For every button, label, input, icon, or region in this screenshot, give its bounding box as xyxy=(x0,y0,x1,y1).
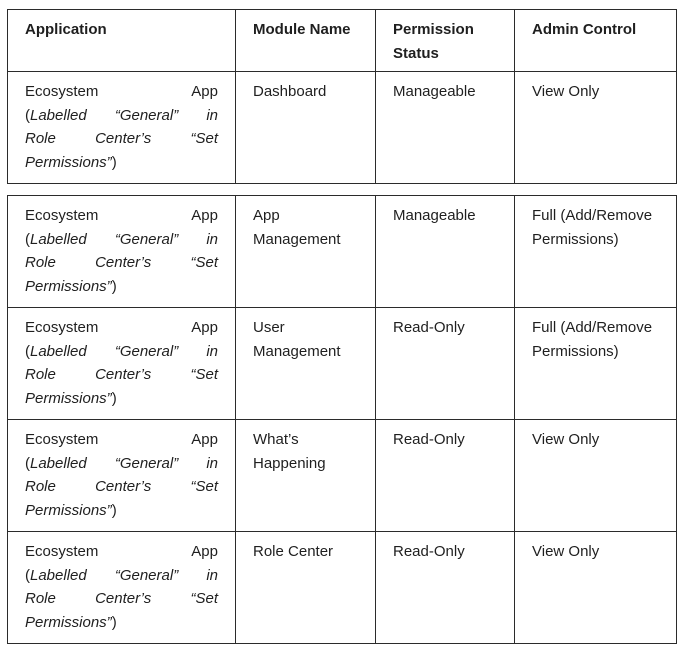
paren-open: ( xyxy=(25,454,30,472)
header-module-name: Module Name xyxy=(236,10,376,72)
app-note-line1: Labelled “General” in xyxy=(30,454,218,472)
app-suffix: App xyxy=(191,319,218,336)
app-name: Ecosystem xyxy=(25,207,99,224)
app-note-line2: Role Center’s “Set xyxy=(25,590,218,607)
paren-open: ( xyxy=(25,342,30,360)
app-note-line1: Labelled “General” in xyxy=(30,342,218,360)
app-name: Ecosystem xyxy=(25,319,99,336)
permission-status-cell: Read-Only xyxy=(376,308,515,420)
paren-close: ) xyxy=(111,153,117,171)
app-note-line3: Permissions” xyxy=(25,389,112,407)
app-suffix: App xyxy=(191,431,218,448)
paren-close: ) xyxy=(111,501,117,519)
app-suffix: App xyxy=(191,83,218,100)
app-name: Ecosystem xyxy=(25,83,99,100)
table-header-row xyxy=(8,10,677,72)
module-name-cell: User Management xyxy=(236,308,376,420)
application-cell xyxy=(8,196,236,308)
module-name-cell: Dashboard xyxy=(236,72,376,184)
table-row xyxy=(8,72,677,184)
module-name-cell: Role Center xyxy=(236,532,376,644)
application-cell xyxy=(8,532,236,644)
permission-status-cell: Read-Only xyxy=(376,532,515,644)
application-cell xyxy=(8,308,236,420)
admin-control-cell: View Only xyxy=(515,532,677,644)
app-note-line3: Permissions” xyxy=(25,153,112,171)
admin-control-cell: Full (Add/Remove Permissions) xyxy=(515,308,677,420)
app-suffix: App xyxy=(191,543,218,560)
app-suffix: App xyxy=(191,207,218,224)
permissions-table-continued xyxy=(7,195,677,644)
paren-close: ) xyxy=(111,389,117,407)
table-row xyxy=(8,308,677,420)
application-cell xyxy=(8,420,236,532)
app-note-line2: Role Center’s “Set xyxy=(25,366,218,383)
header-application: Application xyxy=(8,10,236,72)
paren-open: ( xyxy=(25,566,30,584)
permissions-table-header-section xyxy=(7,9,677,184)
table-row xyxy=(8,196,677,308)
module-name-cell: What’s Happening xyxy=(236,420,376,532)
paren-open: ( xyxy=(25,230,30,248)
paren-close: ) xyxy=(111,277,117,295)
header-admin-control: Admin Control xyxy=(515,10,677,72)
paren-close: ) xyxy=(111,613,117,631)
app-note-line2: Role Center’s “Set xyxy=(25,130,218,147)
app-name: Ecosystem xyxy=(25,543,99,560)
app-name: Ecosystem xyxy=(25,431,99,448)
paren-open: ( xyxy=(25,106,30,124)
app-note-line1: Labelled “General” in xyxy=(30,106,218,124)
table-row xyxy=(8,420,677,532)
admin-control-cell: View Only xyxy=(515,72,677,184)
module-name-cell: App Management xyxy=(236,196,376,308)
permission-status-cell: Read-Only xyxy=(376,420,515,532)
app-note-line3: Permissions” xyxy=(25,277,112,295)
app-note-line2: Role Center’s “Set xyxy=(25,254,218,271)
permission-status-cell: Manageable xyxy=(376,72,515,184)
app-note-line3: Permissions” xyxy=(25,501,112,519)
app-note-line1: Labelled “General” in xyxy=(30,230,218,248)
permission-status-cell: Manageable xyxy=(376,196,515,308)
app-note-line3: Permissions” xyxy=(25,613,112,631)
app-note-line2: Role Center’s “Set xyxy=(25,478,218,495)
admin-control-cell: View Only xyxy=(515,420,677,532)
app-note-line1: Labelled “General” in xyxy=(30,566,218,584)
header-permission-status: Permission Status xyxy=(376,10,515,72)
table-row xyxy=(8,532,677,644)
admin-control-cell: Full (Add/Remove Permissions) xyxy=(515,196,677,308)
application-cell xyxy=(8,72,236,184)
